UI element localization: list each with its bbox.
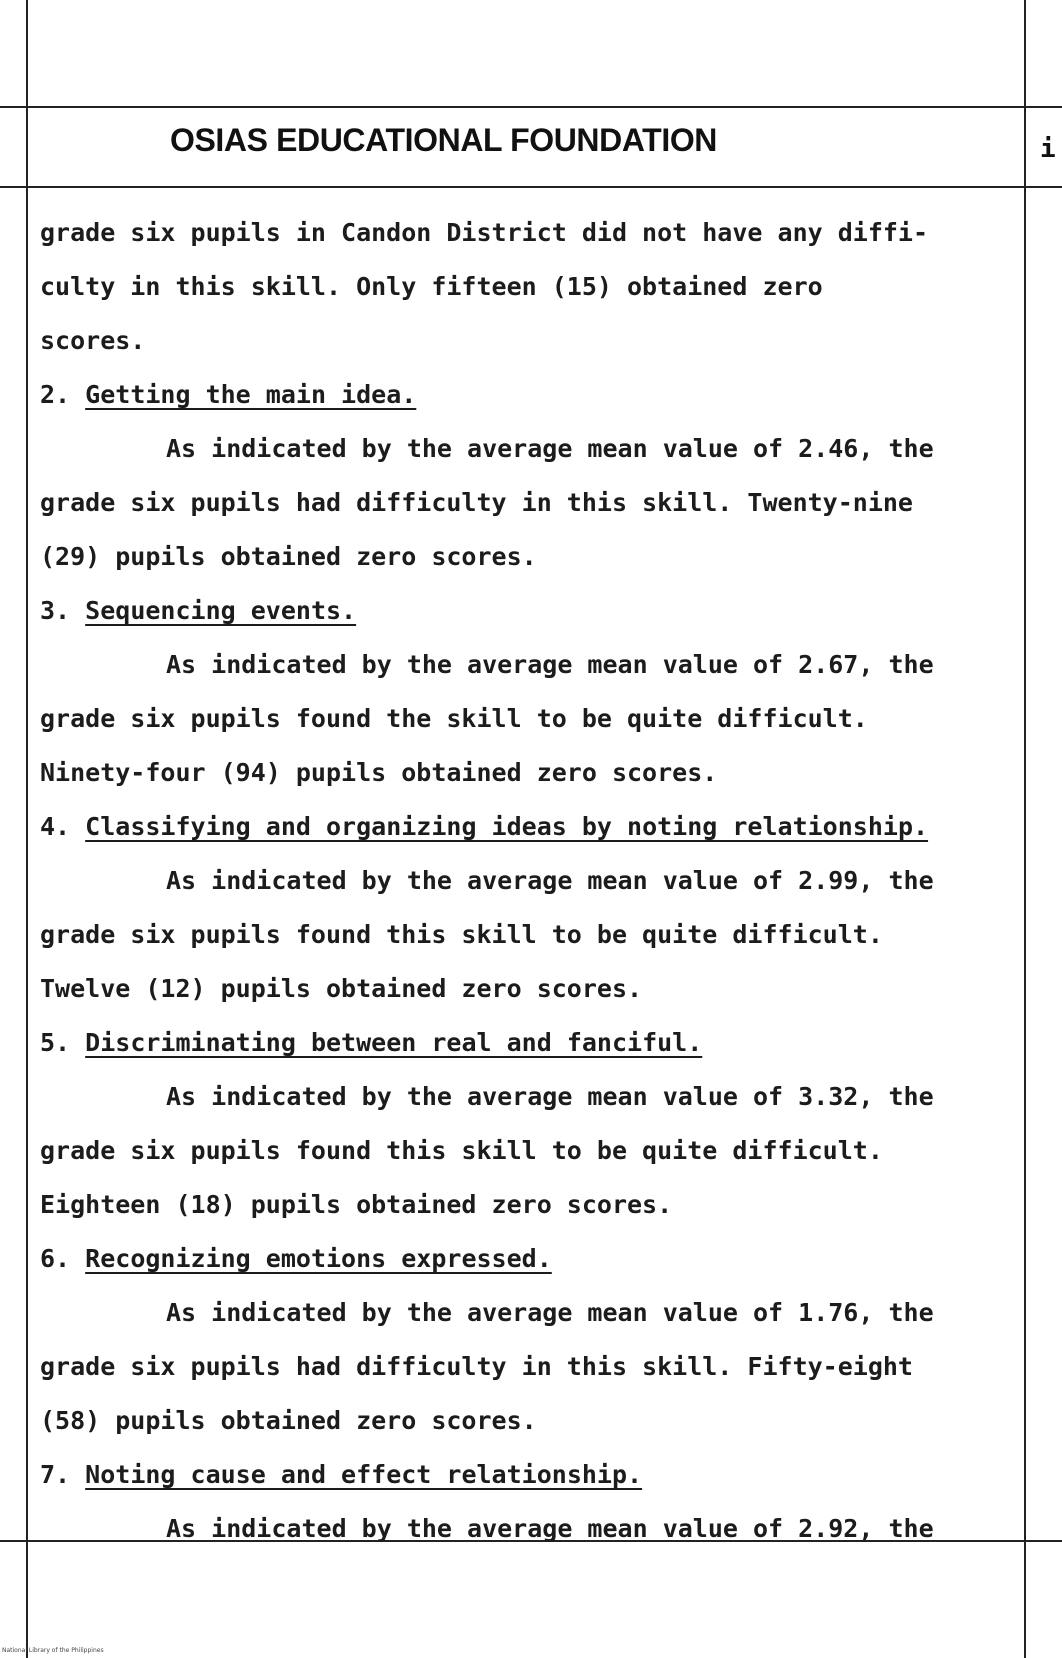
paragraph-line: Ninety-four (94) pupils obtained zero scores. bbox=[40, 758, 718, 787]
section-number: 6. bbox=[40, 1244, 71, 1273]
paragraph-line: As indicated by the average mean value of 2.92, the bbox=[166, 1514, 934, 1543]
paragraph-line: (58) pupils obtained zero scores. bbox=[40, 1406, 537, 1435]
paragraph-line: grade six pupils found this skill to be quite difficult. bbox=[40, 920, 883, 949]
section-heading bbox=[40, 812, 928, 842]
section-title: Noting cause and effect relationship. bbox=[85, 1460, 643, 1489]
paragraph-line: Twelve (12) pupils obtained zero scores. bbox=[40, 974, 643, 1003]
right-margin-rule bbox=[1024, 0, 1026, 1658]
section-title: Getting the main idea. bbox=[85, 380, 417, 409]
section-number: 7. bbox=[40, 1460, 71, 1489]
section-number: 5. bbox=[40, 1028, 71, 1057]
page-title: OSIAS EDUCATIONAL FOUNDATION bbox=[170, 122, 718, 158]
paragraph-line: grade six pupils found the skill to be quite difficult. bbox=[40, 704, 868, 733]
paragraph-line: As indicated by the average mean value of 2.67, the bbox=[166, 650, 934, 679]
section-title: Discriminating between real and fanciful. bbox=[85, 1028, 703, 1057]
section-heading bbox=[40, 1244, 552, 1274]
paragraph-line: As indicated by the average mean value of 1.76, the bbox=[166, 1298, 934, 1327]
intro-line: scores. bbox=[40, 326, 146, 355]
section-heading bbox=[40, 1460, 642, 1490]
section-title: Classifying and organizing ideas by noting relationship. bbox=[85, 812, 929, 841]
paragraph-line: As indicated by the average mean value of 2.46, the bbox=[166, 434, 934, 463]
paragraph-line: grade six pupils had difficulty in this skill. Twenty-nine bbox=[40, 488, 913, 517]
paragraph-line: As indicated by the average mean value of 2.99, the bbox=[166, 866, 934, 895]
section-title: Recognizing emotions expressed. bbox=[85, 1244, 552, 1273]
footer-caption: National Library of the Philippines bbox=[2, 1647, 104, 1654]
paragraph-line: Eighteen (18) pupils obtained zero scores. bbox=[40, 1190, 673, 1219]
paragraph-line: grade six pupils had difficulty in this skill. Fifty-eight bbox=[40, 1352, 913, 1381]
page-marker: i bbox=[1040, 134, 1056, 164]
section-number: 4. bbox=[40, 812, 71, 841]
paragraph-line: (29) pupils obtained zero scores. bbox=[40, 542, 537, 571]
section-heading bbox=[40, 380, 416, 410]
header-bottom-rule bbox=[0, 186, 1062, 188]
section-number: 3. bbox=[40, 596, 71, 625]
header-top-rule bbox=[0, 106, 1062, 108]
section-number: 2. bbox=[40, 380, 71, 409]
section-title: Sequencing events. bbox=[85, 596, 357, 625]
intro-line: grade six pupils in Candon District did not have any diffi- bbox=[40, 218, 929, 247]
section-heading bbox=[40, 596, 356, 626]
intro-line: culty in this skill. Only fifteen (15) obtained zero bbox=[40, 272, 823, 301]
paragraph-line: grade six pupils found this skill to be quite difficult. bbox=[40, 1136, 883, 1165]
paragraph-line: As indicated by the average mean value of 3.32, the bbox=[166, 1082, 934, 1111]
section-heading bbox=[40, 1028, 702, 1058]
left-margin-rule bbox=[26, 0, 28, 1658]
